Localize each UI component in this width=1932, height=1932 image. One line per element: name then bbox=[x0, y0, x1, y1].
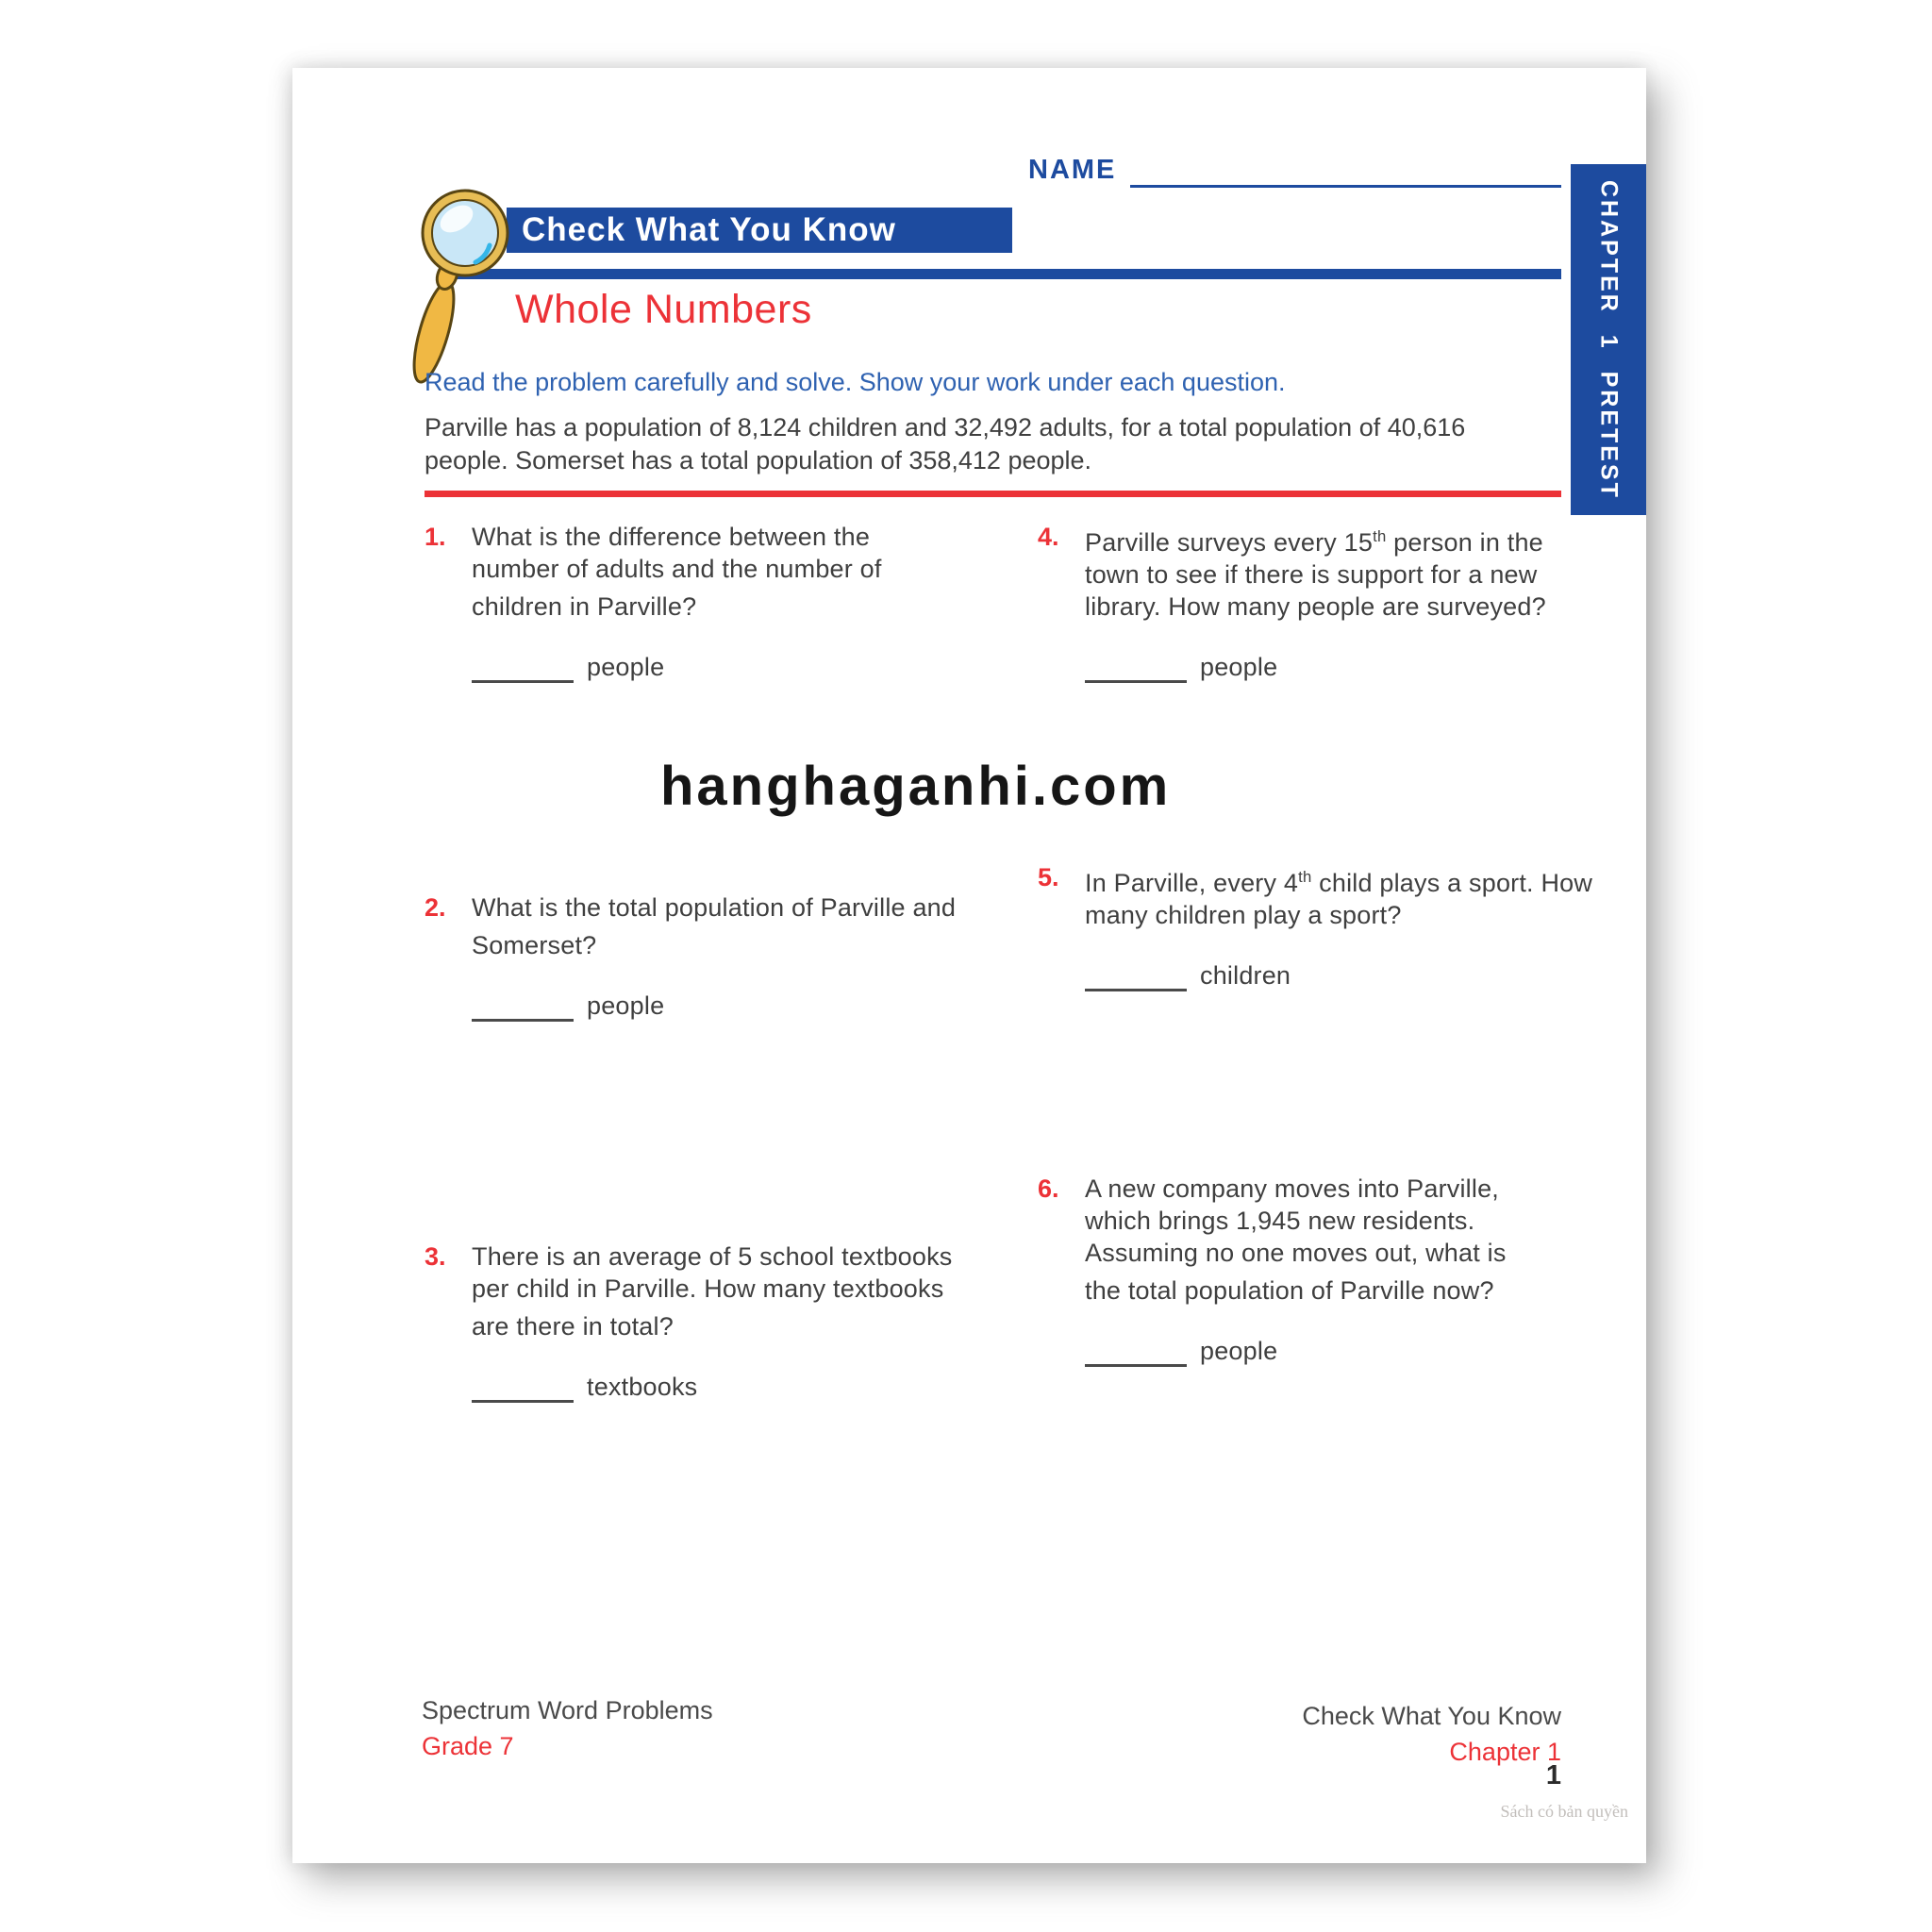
question-6 bbox=[1038, 1173, 1547, 1367]
instructions-text: Read the problem carefully and solve. Show your work under each question. bbox=[425, 368, 1286, 396]
magnifying-glass-icon bbox=[398, 162, 530, 398]
copyright-notice: Sách có bản quyền bbox=[1500, 1802, 1628, 1821]
question-number: 6. bbox=[1038, 1174, 1059, 1203]
question-2 bbox=[425, 891, 958, 1022]
header-banner bbox=[507, 208, 1012, 253]
worksheet-page bbox=[292, 68, 1646, 1863]
answer-unit: children bbox=[1200, 961, 1291, 990]
name-label: NAME bbox=[1028, 155, 1117, 185]
answer-row bbox=[472, 990, 958, 1022]
question-text: Parville surveys every 15th person in the town to see if there is support for a new library. How many people are surveyed? people bbox=[1085, 521, 1575, 683]
question-4 bbox=[1038, 521, 1575, 683]
header-title: Check What You Know bbox=[522, 211, 896, 248]
answer-blank bbox=[472, 1377, 574, 1403]
answer-unit: people bbox=[1200, 653, 1278, 681]
name-fill-in-line bbox=[1130, 185, 1561, 188]
question-number: 5. bbox=[1038, 863, 1059, 891]
answer-unit: people bbox=[587, 653, 665, 681]
question-1 bbox=[425, 521, 887, 683]
question-number: 2. bbox=[425, 893, 446, 922]
chapter-tab-label: CHAPTER 1 PRETEST bbox=[1595, 179, 1623, 500]
question-number: 4. bbox=[1038, 523, 1059, 551]
answer-blank bbox=[472, 996, 574, 1022]
answer-row bbox=[1085, 651, 1575, 683]
footer-right bbox=[1090, 1698, 1561, 1770]
answer-row bbox=[1085, 1335, 1547, 1367]
answer-row bbox=[1085, 959, 1599, 991]
answer-row bbox=[472, 651, 887, 683]
divider-rule bbox=[425, 491, 1561, 497]
answer-unit: people bbox=[587, 991, 665, 1020]
page-subtitle: Whole Numbers bbox=[515, 287, 812, 332]
question-text: In Parville, every 4th child plays a sport. How many children play a sport? children bbox=[1085, 861, 1599, 991]
question-number: 3. bbox=[425, 1242, 446, 1271]
question-text: A new company moves into Parville, which brings 1,945 new residents. Assuming no one moves out, what is the total population of Parville now? people bbox=[1085, 1173, 1547, 1367]
answer-blank bbox=[1085, 658, 1187, 683]
footer-book-title: Spectrum Word Problems bbox=[422, 1696, 713, 1724]
answer-unit: people bbox=[1200, 1337, 1278, 1365]
chapter-pretest-tab bbox=[1571, 164, 1646, 515]
intro-paragraph: Parville has a population of 8,124 children and 32,492 adults, for a total population of 40,616 people. Somerset has a total population of 358,412 people. bbox=[425, 413, 1466, 475]
question-text: What is the difference between the number of adults and the number of children in Parville? people bbox=[472, 521, 887, 683]
footer-grade: Grade 7 bbox=[422, 1732, 514, 1760]
answer-unit: textbooks bbox=[587, 1373, 698, 1401]
question-5 bbox=[1038, 861, 1599, 991]
page-number: 1 bbox=[1545, 1760, 1561, 1790]
header-rule bbox=[453, 269, 1561, 279]
answer-blank bbox=[1085, 1341, 1187, 1367]
answer-blank bbox=[472, 658, 574, 683]
question-text: There is an average of 5 school textbooks per child in Parville. How many textbooks are there in total? textbooks bbox=[472, 1241, 972, 1403]
footer-section-title: Check What You Know bbox=[1302, 1702, 1561, 1730]
answer-blank bbox=[1085, 966, 1187, 991]
footer-chapter: Chapter 1 bbox=[1449, 1738, 1561, 1766]
question-text: What is the total population of Parville and Somerset? people bbox=[472, 893, 957, 1020]
footer-left bbox=[422, 1692, 713, 1764]
answer-row bbox=[472, 1371, 972, 1403]
watermark-text: hanghaganhi.com bbox=[660, 756, 1172, 817]
question-number: 1. bbox=[425, 523, 446, 551]
question-3 bbox=[425, 1241, 972, 1403]
